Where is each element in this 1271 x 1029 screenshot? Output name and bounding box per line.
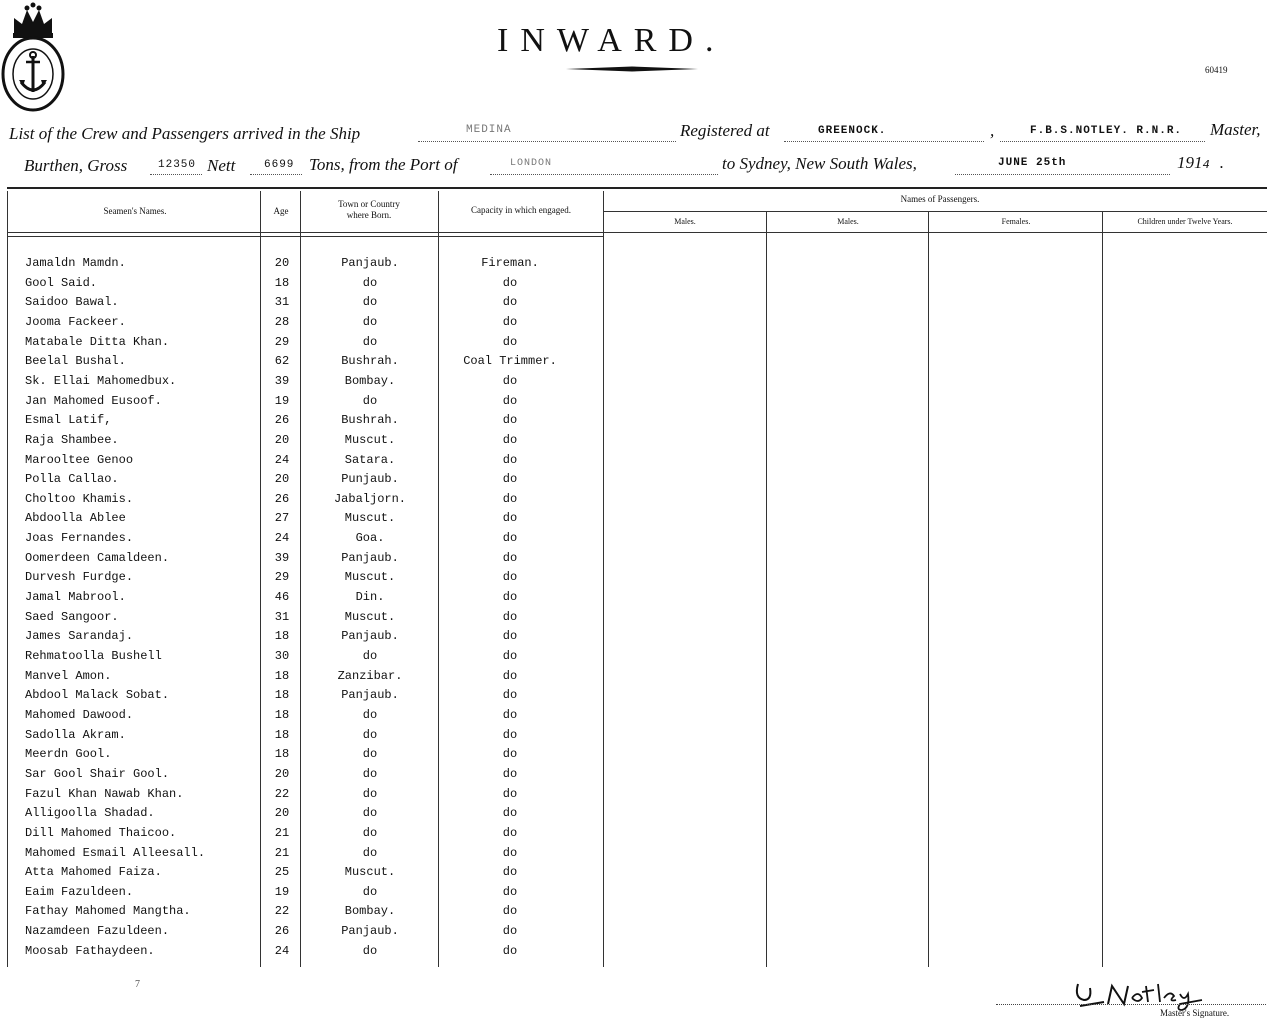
crew-age: 29: [274, 570, 290, 585]
crew-capacity: do: [502, 924, 518, 939]
crew-born: Muscut.: [344, 865, 396, 880]
crew-name: Jan Mahomed Eusoof.: [25, 393, 162, 408]
table-row: [0, 531, 1271, 550]
crew-name: Abdoolla Ablee: [25, 511, 126, 526]
crew-capacity: do: [502, 373, 518, 388]
crew-born: Bushrah.: [341, 354, 399, 369]
crew-born: Goa.: [355, 531, 385, 546]
col-males-2: Males.: [837, 217, 859, 226]
table-row: [0, 865, 1271, 884]
crew-born: Muscut.: [344, 609, 396, 624]
crew-name: Manvel Amon.: [25, 668, 112, 683]
crew-name: Rehmatoolla Bushell: [25, 649, 162, 663]
nett-label: Nett: [207, 156, 236, 175]
crew-age: 26: [274, 491, 290, 506]
crew-born: Panjaub.: [341, 256, 399, 270]
col-capacity: Capacity in which engaged.: [471, 205, 571, 215]
crew-name: Eaim Fazuldeen.: [25, 884, 134, 899]
col-age: Age: [273, 206, 289, 216]
crew-age: 25: [274, 865, 290, 880]
crew-capacity: do: [502, 845, 518, 860]
col-seamen-names: Seamen's Names.: [103, 206, 167, 216]
table-row: [0, 826, 1271, 845]
table-row: [0, 335, 1271, 354]
ship-name: MEDINA: [466, 124, 512, 136]
crew-age: 18: [274, 747, 290, 762]
crew-age: 24: [274, 943, 290, 958]
col-children: Children under Twelve Years.: [1137, 217, 1233, 226]
crew-born: do: [362, 943, 378, 958]
crew-age: 46: [274, 590, 290, 605]
crew-age: 26: [274, 413, 290, 428]
table-row: [0, 846, 1271, 865]
crew-name: Dill Mahomed Thaicoo.: [25, 825, 177, 840]
crew-capacity: do: [502, 865, 518, 880]
crew-name: Atta Mahomed Faiza.: [25, 865, 162, 880]
crew-name: James Sarandaj.: [25, 629, 134, 644]
crew-name: Alligoolla Shadad.: [25, 806, 155, 821]
burthen-label: Burthen, Gross: [24, 156, 128, 175]
crew-age: 24: [274, 531, 290, 546]
table-row: [0, 924, 1271, 943]
table-row: [0, 610, 1271, 629]
document-title: INWARD.: [497, 22, 726, 59]
crew-born: Panjaub.: [341, 924, 399, 939]
crew-name: Choltoo Khamis.: [25, 491, 134, 506]
crew-name: Mahomed Dawood.: [25, 707, 134, 722]
crew-born: Din.: [355, 590, 385, 605]
crew-capacity: do: [502, 295, 518, 310]
registered-port: GREENOCK.: [818, 125, 887, 137]
crew-capacity: do: [502, 413, 518, 428]
crew-age: 20: [274, 256, 290, 270]
crew-age: 22: [274, 904, 290, 919]
crew-age: 39: [274, 550, 290, 565]
crew-age: 18: [274, 688, 290, 703]
crew-capacity: do: [502, 511, 518, 526]
crew-capacity: Fireman.: [481, 256, 539, 270]
crew-age: 30: [274, 649, 290, 663]
crew-age: 19: [274, 884, 290, 899]
master-signature: [1070, 978, 1210, 1012]
table-row: [0, 276, 1271, 295]
crew-capacity: do: [502, 472, 518, 487]
table-row: [0, 767, 1271, 786]
crew-age: 28: [274, 314, 290, 329]
crew-name: Durvesh Furdge.: [25, 570, 134, 585]
crew-name: Sk. Ellai Mahomedbux.: [25, 373, 177, 388]
master-signature-label: Master's Signature.: [1160, 1008, 1230, 1018]
crew-capacity: do: [502, 688, 518, 703]
crew-born: Panjaub.: [341, 688, 399, 703]
crew-born: do: [362, 727, 378, 742]
crew-age: 18: [274, 629, 290, 644]
crew-capacity: do: [502, 943, 518, 958]
crew-name: Beelal Bushal.: [25, 354, 126, 369]
crew-born: do: [362, 825, 378, 840]
crew-born: do: [362, 393, 378, 408]
crew-age: 20: [274, 766, 290, 781]
crew-age: 62: [274, 354, 290, 369]
crew-capacity: do: [502, 884, 518, 899]
crew-born: do: [362, 295, 378, 310]
crew-born: Punjaub.: [341, 472, 399, 487]
crew-age: 31: [274, 295, 290, 310]
crew-born: Satara.: [344, 452, 396, 467]
title-ornament: [566, 66, 698, 72]
year: 1914 .: [1177, 153, 1224, 172]
crew-name: Sar Gool Shair Gool.: [25, 766, 170, 781]
table-row: [0, 413, 1271, 432]
crew-name: Joas Fernandes.: [25, 531, 134, 546]
header-comma: ,: [990, 121, 995, 140]
crew-name: Marooltee Genoo: [25, 452, 134, 467]
crew-capacity: do: [502, 432, 518, 447]
nett-tonnage: 6699: [264, 159, 295, 171]
crew-age: 39: [274, 373, 290, 388]
crew-born: do: [362, 806, 378, 821]
table-row: [0, 354, 1271, 373]
col-males-1: Males.: [674, 217, 696, 226]
crew-capacity: do: [502, 609, 518, 624]
crew-born: do: [362, 314, 378, 329]
crew-capacity: do: [502, 668, 518, 683]
table-row: [0, 433, 1271, 452]
crew-name: Matabale Ditta Khan.: [25, 334, 170, 349]
table-row: [0, 590, 1271, 609]
crew-born: do: [362, 649, 378, 663]
table-row: [0, 904, 1271, 923]
crew-age: 18: [274, 275, 290, 290]
crew-name: Jooma Fackeer.: [25, 314, 126, 329]
crew-born: do: [362, 884, 378, 899]
col-passengers: Names of Passengers.: [900, 194, 980, 204]
crew-age: 26: [274, 924, 290, 939]
crew-age: 20: [274, 806, 290, 821]
crew-born: Panjaub.: [341, 550, 399, 565]
table-row: [0, 374, 1271, 393]
crew-capacity: do: [502, 707, 518, 722]
crew-name: Raja Shambee.: [25, 432, 119, 447]
crew-born: Muscut.: [344, 432, 396, 447]
crew-born: Muscut.: [344, 511, 396, 526]
master-name: F.B.S.NOTLEY. R.N.R.: [1030, 125, 1183, 137]
crew-age: 21: [274, 825, 290, 840]
table-row: [0, 315, 1271, 334]
crew-age: 24: [274, 452, 290, 467]
crew-capacity: do: [502, 393, 518, 408]
to-label: to Sydney, New South Wales,: [722, 154, 917, 173]
crew-capacity: do: [502, 570, 518, 585]
crew-capacity: do: [502, 766, 518, 781]
crew-capacity: do: [502, 649, 518, 663]
crew-born: do: [362, 845, 378, 860]
table-row: [0, 453, 1271, 472]
crew-name: Jamaldn Mamdn.: [25, 256, 126, 270]
tons-label: Tons, from the Port of: [309, 155, 458, 174]
crew-capacity: do: [502, 806, 518, 821]
table-row: [0, 944, 1271, 963]
table-row: [0, 492, 1271, 511]
col-town-born: Town or Country where Born.: [338, 199, 400, 220]
table-row: [0, 472, 1271, 491]
table-row: [0, 747, 1271, 766]
crew-born: Bombay.: [344, 373, 396, 388]
table-row: [0, 806, 1271, 825]
crew-capacity: do: [502, 629, 518, 644]
crew-capacity: do: [502, 491, 518, 506]
crew-capacity: do: [502, 825, 518, 840]
crew-capacity: do: [502, 531, 518, 546]
form-number: 60419: [1205, 65, 1228, 75]
table-row: [0, 256, 1271, 275]
crew-capacity: do: [502, 314, 518, 329]
crew-name: Mahomed Esmail Alleesall.: [25, 845, 206, 860]
crew-capacity: do: [502, 334, 518, 349]
crew-age: 22: [274, 786, 290, 801]
crew-born: Muscut.: [344, 570, 396, 585]
table-row: [0, 708, 1271, 727]
table-row: [0, 295, 1271, 314]
crew-capacity: do: [502, 727, 518, 742]
crew-age: 20: [274, 432, 290, 447]
table-row: [0, 885, 1271, 904]
crew-capacity: do: [502, 275, 518, 290]
table-row: [0, 511, 1271, 530]
crew-age: 29: [274, 334, 290, 349]
crew-name: Meerdn Gool.: [25, 747, 112, 762]
stray-mark: 7: [135, 979, 140, 990]
crew-name: Moosab Fathaydeen.: [25, 943, 155, 958]
crew-name: Fathay Mahomed Mangtha.: [25, 904, 191, 919]
crew-name: Abdool Malack Sobat.: [25, 688, 170, 703]
crew-born: do: [362, 786, 378, 801]
gross-tonnage: 12350: [158, 159, 197, 171]
table-row: [0, 394, 1271, 413]
crew-name: Esmal Latif,: [25, 413, 112, 428]
crew-age: 19: [274, 393, 290, 408]
crew-age: 18: [274, 707, 290, 722]
crew-name: Jamal Mabrool.: [25, 590, 126, 605]
crew-born: Panjaub.: [341, 629, 399, 644]
crew-age: 21: [274, 845, 290, 860]
crew-age: 18: [274, 668, 290, 683]
crew-capacity: do: [502, 590, 518, 605]
crew-born: Bushrah.: [341, 413, 399, 428]
crew-name: Gool Said.: [25, 275, 98, 290]
crew-age: 20: [274, 472, 290, 487]
crew-name: Fazul Khan Nawab Khan.: [25, 786, 184, 801]
crew-age: 18: [274, 727, 290, 742]
crew-capacity: do: [502, 786, 518, 801]
table-row: [0, 649, 1271, 668]
table-row: [0, 787, 1271, 806]
arrival-date: JUNE 25th: [998, 157, 1067, 169]
crew-capacity: Coal Trimmer.: [463, 354, 557, 369]
crew-capacity: do: [502, 904, 518, 919]
crew-name: Saed Sangoor.: [25, 609, 119, 624]
crew-age: 27: [274, 511, 290, 526]
crew-age: 31: [274, 609, 290, 624]
table-row: [0, 629, 1271, 648]
crew-born: do: [362, 275, 378, 290]
crew-born: do: [362, 747, 378, 762]
crew-born: do: [362, 334, 378, 349]
crew-born: Bombay.: [344, 904, 396, 919]
master-label: Master,: [1210, 120, 1261, 139]
crew-name: Polla Callao.: [25, 472, 119, 487]
crew-capacity: do: [502, 452, 518, 467]
crew-capacity: do: [502, 747, 518, 762]
registered-label: Registered at: [680, 121, 770, 140]
header-line1-prefix: List of the Crew and Passengers arrived in the Ship: [9, 124, 361, 143]
crew-born: do: [362, 766, 378, 781]
table-row: [0, 669, 1271, 688]
crew-name: Saidoo Bawal.: [25, 295, 119, 310]
crew-born: Jabaljorn.: [333, 491, 406, 506]
crew-born: do: [362, 707, 378, 722]
shipping-masters-seal-icon: [0, 0, 66, 112]
crew-name: Oomerdeen Camaldeen.: [25, 550, 170, 565]
table-row: [0, 570, 1271, 589]
table-row: [0, 688, 1271, 707]
table-row: [0, 551, 1271, 570]
from-port: LONDON: [510, 158, 553, 169]
crew-name: Nazamdeen Fazuldeen.: [25, 924, 170, 939]
crew-born: Zanzibar.: [337, 668, 403, 683]
col-females: Females.: [1001, 217, 1031, 226]
crew-name: Sadolla Akram.: [25, 727, 126, 742]
crew-capacity: do: [502, 550, 518, 565]
table-row: [0, 728, 1271, 747]
